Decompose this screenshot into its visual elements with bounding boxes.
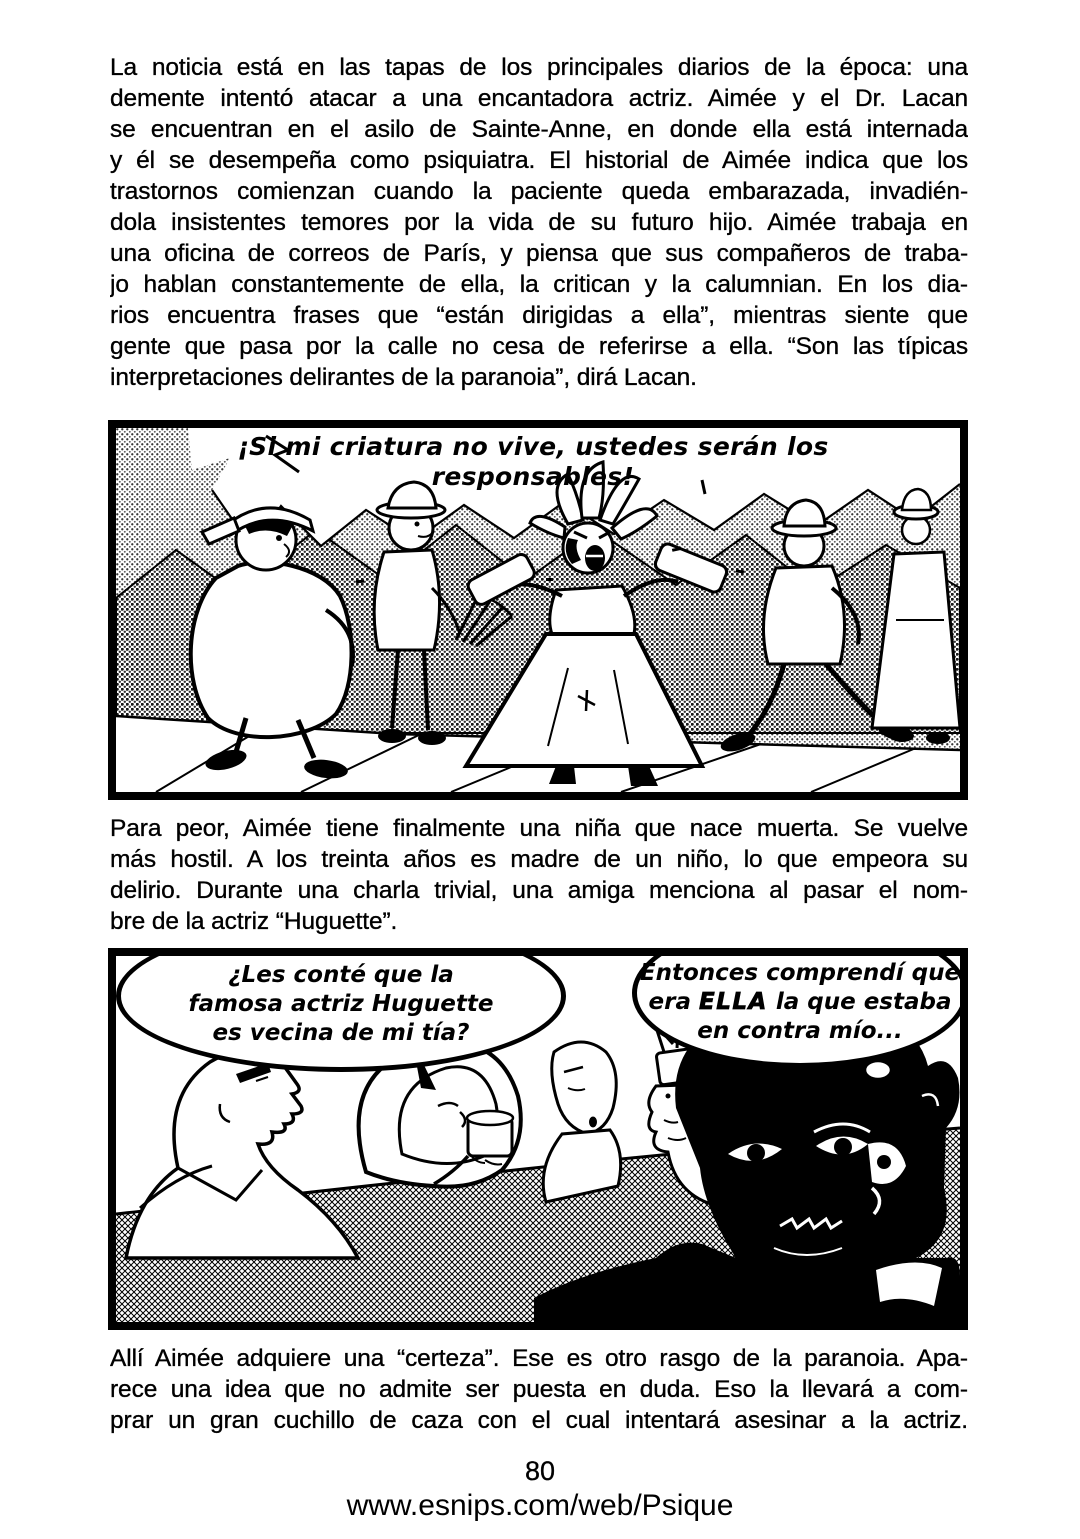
comic-panel-street-scene — [108, 420, 968, 800]
paragraph-line: demente intentó atacar a una encantadora actriz. Aimée y el Dr. Lacan — [110, 85, 968, 112]
paragraph-line: rece una idea que no admite ser puesta en duda. Eso la llevará a com- — [110, 1376, 968, 1403]
paragraph-line: gente que pasa por la calle no cesa de referirse a ella. “Son las típicas — [110, 333, 968, 360]
emphasized-word: ELLA — [699, 988, 768, 1015]
speech-line: ¡Si mi criatura no vive, ustedes serán los — [237, 432, 829, 461]
paragraph-line: bre de la actriz “Huguette”. — [110, 908, 398, 935]
paragraph-line: interpretaciones delirantes de la paranoia”, dirá Lacan. — [110, 364, 697, 391]
paragraph-bottom — [110, 1343, 968, 1436]
paragraph-line: rios encuentra frases que “están dirigidas a ella”, mientras siente que — [110, 302, 968, 329]
paragraph-line: y él se desempeña como psiquiatra. El historial de Aimée indica que los — [110, 147, 968, 174]
paragraph-line: prar un gran cuchillo de caza con el cual intentará asesinar a la actriz. — [110, 1407, 968, 1434]
speech-line: ¿Les conté que la — [228, 961, 454, 988]
page-number: 80 — [524, 1456, 556, 1486]
speech-line: era ELLA la que estaba — [648, 988, 952, 1015]
speech-line: en contra mío... — [697, 1017, 903, 1044]
speech-line: famosa actriz Huguette — [188, 990, 494, 1017]
paragraph-line: una oficina de correos de París, y piensa que sus compañeros de traba- — [110, 240, 968, 267]
speech-line: Entonces comprendí que — [639, 959, 961, 986]
paragraph-line: se encuentran en el asilo de Sainte-Anne, en donde ella está internada — [110, 116, 968, 143]
speech-line: es vecina de mi tía? — [212, 1019, 470, 1046]
paragraph-line: dola insistentes temores por la vida de su futuro hijo. Aimée trabaja en — [110, 209, 968, 236]
footer-url: www.esnips.com/web/Psique — [346, 1489, 734, 1522]
comic-panel-cafe-scene — [108, 948, 968, 1330]
speech-line: responsables! — [431, 462, 635, 491]
paragraph-line: La noticia está en las tapas de los principales diarios de la época: una — [110, 54, 968, 81]
paragraph-line: Para peor, Aimée tiene finalmente una niña que nace muerta. Se vuelve — [110, 815, 968, 842]
speech-bubble-text — [178, 432, 888, 492]
paragraph-line: jo hablan constantemente de ella, la critican y la calumnian. En los dia- — [110, 271, 968, 298]
paragraph-line: delirio. Durante una charla trivial, una amiga menciona al pasar el nom- — [110, 877, 968, 904]
paragraph-line: trastornos comienzan cuando la paciente queda embarazada, invadién- — [110, 178, 968, 205]
paragraph-line: Allí Aimée adquiere una “certeza”. Ese es otro rasgo de la paranoia. Apa- — [110, 1345, 968, 1372]
paragraph-line: más hostil. A los treinta años es madre de un niño, lo que empeora su — [110, 846, 968, 873]
paragraph-intro — [110, 52, 968, 393]
paragraph-middle — [110, 813, 968, 937]
